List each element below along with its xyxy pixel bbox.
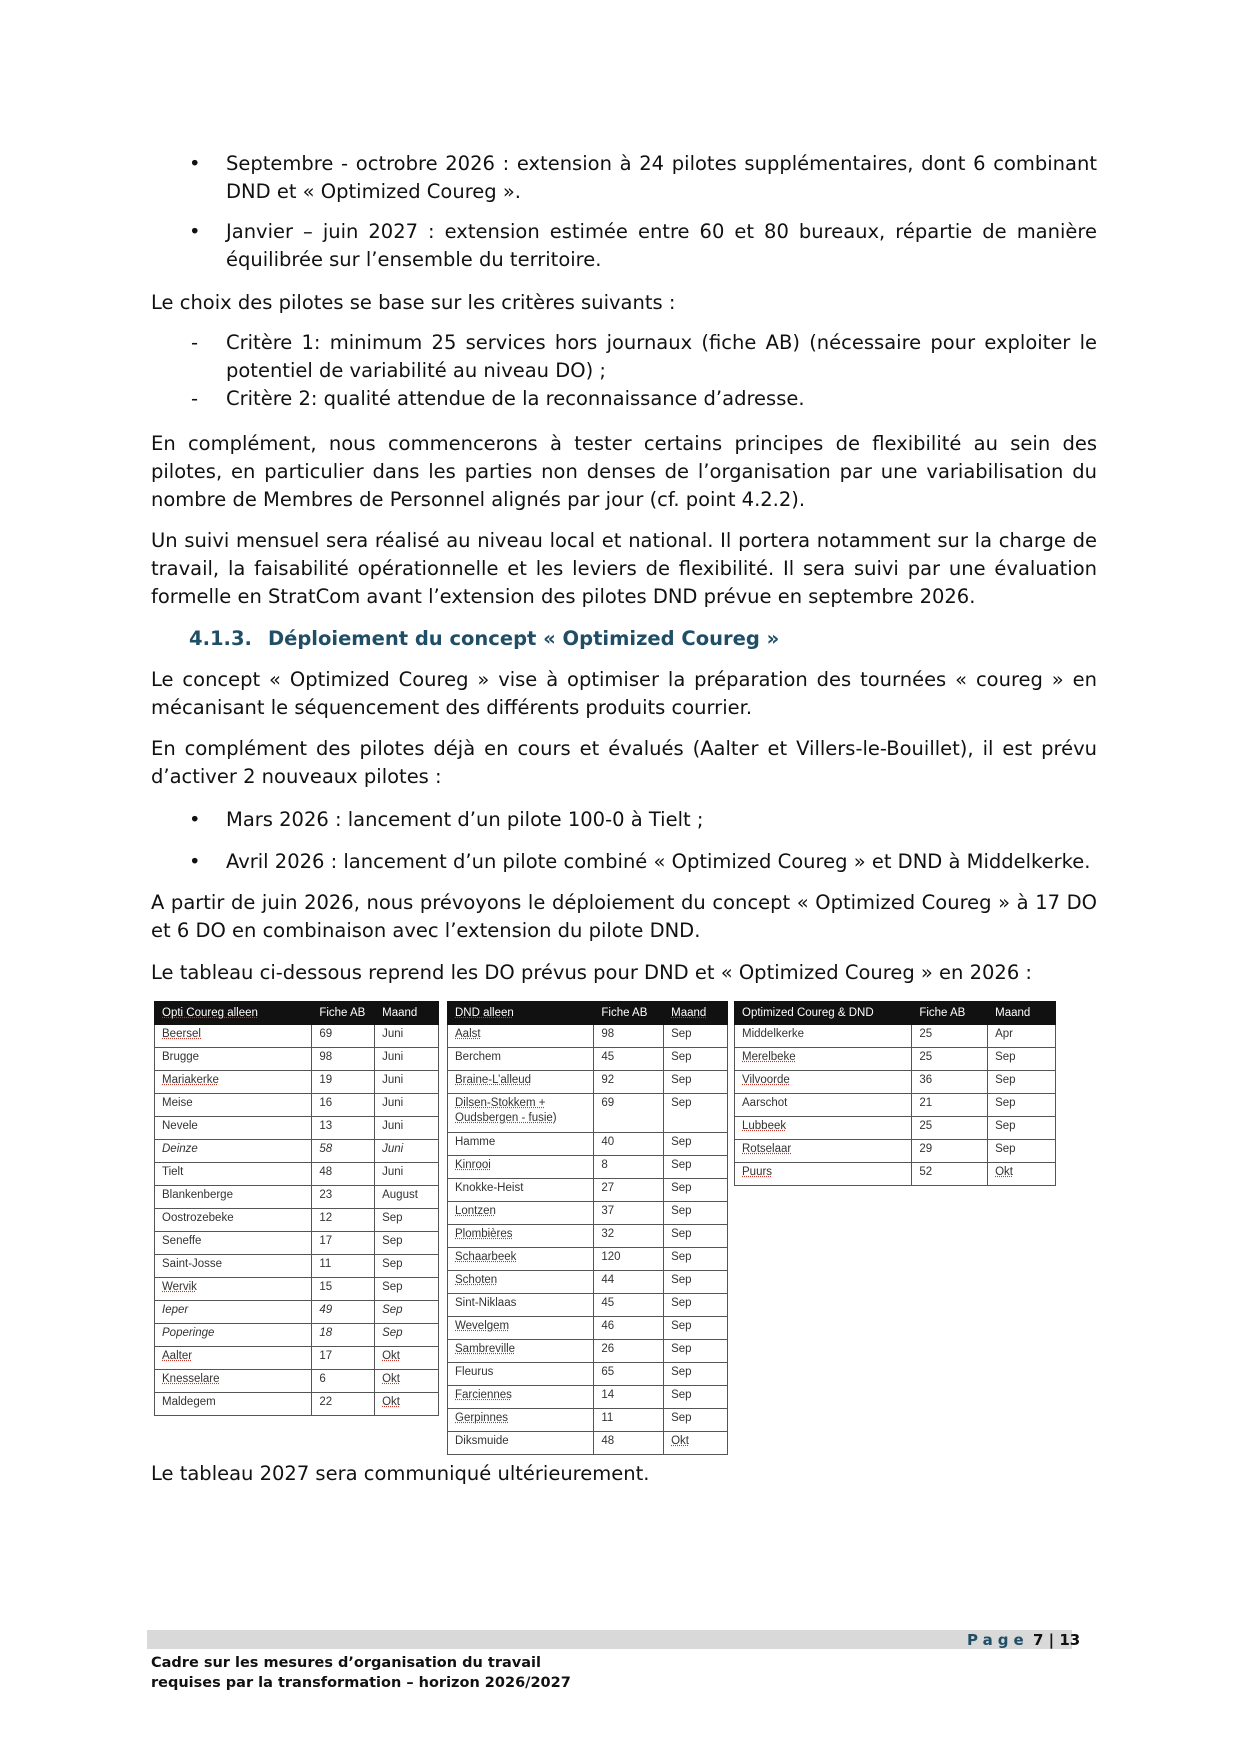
table-row <box>448 1271 728 1294</box>
table-row <box>155 1163 439 1186</box>
table-header-row <box>155 1002 439 1025</box>
table-row <box>448 1409 728 1432</box>
footer-title <box>151 1653 571 1693</box>
table-row <box>735 1025 1056 1048</box>
table-cell: 98 <box>594 1025 664 1048</box>
table-cell: Sep <box>664 1071 728 1094</box>
table-cell: Fleurus <box>448 1363 594 1386</box>
table-row <box>448 1386 728 1409</box>
table-cell: 48 <box>594 1432 664 1455</box>
table-cell: August <box>375 1186 439 1209</box>
dash-icon: - <box>191 331 199 354</box>
table-cell: Puurs <box>735 1163 912 1186</box>
table-opti-coureg-alleen <box>154 1001 439 1416</box>
table-cell: Sep <box>988 1048 1056 1071</box>
table-cell: Saint-Josse <box>155 1255 312 1278</box>
list-item <box>151 150 1097 206</box>
table-cell: Sep <box>664 1409 728 1432</box>
table-row <box>448 1340 728 1363</box>
table-cell: Nevele <box>155 1117 312 1140</box>
table-header-row <box>735 1002 1056 1025</box>
table-row <box>155 1117 439 1140</box>
list-item <box>151 218 1097 274</box>
table-cell: Beersel <box>155 1025 312 1048</box>
bullet-icon: • <box>189 808 201 831</box>
bullet-icon: • <box>189 220 201 243</box>
table-cell: Tielt <box>155 1163 312 1186</box>
table-row <box>448 1133 728 1156</box>
table-cell: Aalter <box>155 1347 312 1370</box>
table-row <box>155 1025 439 1048</box>
table-row <box>448 1225 728 1248</box>
table-cell: Sep <box>375 1255 439 1278</box>
table-cell: Okt <box>988 1163 1056 1186</box>
table-cell: Meise <box>155 1094 312 1117</box>
table-cell: Sep <box>664 1317 728 1340</box>
table-cell: 27 <box>594 1179 664 1202</box>
table-cell: Sep <box>988 1071 1056 1094</box>
table-header-row <box>448 1002 728 1025</box>
table-row <box>155 1393 439 1416</box>
table-cell: Sep <box>375 1232 439 1255</box>
column-header: Fiche AB <box>312 1002 375 1025</box>
table-cell: Farciennes <box>448 1386 594 1409</box>
table-row <box>448 1294 728 1317</box>
table-row <box>448 1071 728 1094</box>
table-cell: Sep <box>664 1179 728 1202</box>
bullet-icon: • <box>189 152 201 175</box>
table-cell: Ieper <box>155 1301 312 1324</box>
table-cell: 8 <box>594 1156 664 1179</box>
table-cell: Vilvoorde <box>735 1071 912 1094</box>
table-cell: Maldegem <box>155 1393 312 1416</box>
section-number: 4.1.3. <box>189 627 252 650</box>
table-cell: 69 <box>594 1094 664 1133</box>
column-header: DND alleen <box>448 1002 594 1025</box>
column-header: Maand <box>988 1002 1056 1025</box>
table-cell: Sep <box>664 1386 728 1409</box>
table-row <box>735 1163 1056 1186</box>
table-cell: Juni <box>375 1094 439 1117</box>
table-cell: 45 <box>594 1048 664 1071</box>
table-dnd-alleen <box>447 1001 728 1455</box>
table-cell: 32 <box>594 1225 664 1248</box>
table-cell: 45 <box>594 1294 664 1317</box>
list-item-text: Septembre - octrobre 2026 : extension à 24 pilotes supplémentaires, dont 6 combinant DND et « Optimized Coureg ». <box>226 152 1097 203</box>
table-cell: 14 <box>594 1386 664 1409</box>
table-cell: Aalst <box>448 1025 594 1048</box>
table-cell: Rotselaar <box>735 1140 912 1163</box>
table-row <box>155 1255 439 1278</box>
table-cell: Blankenberge <box>155 1186 312 1209</box>
table-cell: Kinrooi <box>448 1156 594 1179</box>
table-cell: Sep <box>664 1202 728 1225</box>
table-cell: Sep <box>988 1117 1056 1140</box>
table-cell: 98 <box>312 1048 375 1071</box>
table-row <box>448 1156 728 1179</box>
table-cell: Seneffe <box>155 1232 312 1255</box>
table-cell: 29 <box>912 1140 988 1163</box>
table-cell: Sep <box>375 1209 439 1232</box>
table-cell: Aarschot <box>735 1094 912 1117</box>
table-row <box>155 1301 439 1324</box>
table-cell: 11 <box>312 1255 375 1278</box>
list-item <box>151 848 1097 876</box>
table-row <box>448 1094 728 1133</box>
table-cell: Dilsen-Stokkem + Oudsbergen - fusie) <box>448 1094 594 1133</box>
table-cell: Merelbeke <box>735 1048 912 1071</box>
table-cell: 12 <box>312 1209 375 1232</box>
table-cell: Juni <box>375 1071 439 1094</box>
table-cell: 19 <box>312 1071 375 1094</box>
table-cell: 6 <box>312 1370 375 1393</box>
table-row <box>448 1248 728 1271</box>
table-cell: 26 <box>594 1340 664 1363</box>
table-cell: 69 <box>312 1025 375 1048</box>
table-row <box>155 1186 439 1209</box>
table-cell: Juni <box>375 1140 439 1163</box>
list-item-text: Janvier – juin 2027 : extension estimée entre 60 et 80 bureaux, répartie de manière équilibrée sur l’ensemble du territoire. <box>226 220 1097 271</box>
table-cell: Sep <box>664 1048 728 1071</box>
table-row <box>155 1232 439 1255</box>
table-cell: Knesselare <box>155 1370 312 1393</box>
table-row <box>155 1370 439 1393</box>
table-cell: Oostrozebeke <box>155 1209 312 1232</box>
table-cell: Okt <box>664 1432 728 1455</box>
table-cell: Sep <box>664 1133 728 1156</box>
table-cell: 52 <box>912 1163 988 1186</box>
table-cell: 25 <box>912 1117 988 1140</box>
table-cell: Okt <box>375 1370 439 1393</box>
section-heading <box>189 625 779 653</box>
table-cell: Sep <box>664 1294 728 1317</box>
list-item-text: Critère 1: minimum 25 services hors journaux (fiche AB) (nécessaire pour exploiter le potentiel de variabilité au niveau DO) ; <box>226 331 1097 382</box>
table-cell: 46 <box>594 1317 664 1340</box>
table-cell: 17 <box>312 1347 375 1370</box>
column-header: Opti Coureg alleen <box>155 1002 312 1025</box>
table-row <box>155 1324 439 1347</box>
column-header: Fiche AB <box>594 1002 664 1025</box>
table-cell: Okt <box>375 1347 439 1370</box>
table-cell: Middelkerke <box>735 1025 912 1048</box>
table-row <box>735 1117 1056 1140</box>
table-cell: Plombières <box>448 1225 594 1248</box>
table-row <box>735 1094 1056 1117</box>
page-number: 7 | 13 <box>1033 1631 1081 1649</box>
table-row <box>448 1179 728 1202</box>
table-cell: 25 <box>912 1025 988 1048</box>
list-item-text: Critère 2: qualité attendue de la reconnaissance d’adresse. <box>226 387 805 410</box>
table-cell: Wervik <box>155 1278 312 1301</box>
complement-paragraph: En complément, nous commencerons à tester certains principes de flexibilité au sein des pilotes, en particulier dans les parties non denses de l’organisation par une variabilisation du nombre de Membres de Personnel alignés par jour (cf. point 4.2.2). <box>151 432 1097 511</box>
table-cell: Lontzen <box>448 1202 594 1225</box>
list-item <box>151 385 1097 413</box>
table-cell: 120 <box>594 1248 664 1271</box>
table-cell: Berchem <box>448 1048 594 1071</box>
suivi-paragraph: Un suivi mensuel sera réalisé au niveau local et national. Il portera notamment sur la charge de travail, la faisabilité opérationnelle et les leviers de flexibilité. Il sera suivi par une évaluation formelle en StratCom avant l’extension des pilotes DND prévue en septembre 2026. <box>151 529 1097 608</box>
table-cell: 40 <box>594 1133 664 1156</box>
pilotes-bullet-list <box>151 806 1097 876</box>
dash-icon: - <box>191 387 199 410</box>
column-header: Fiche AB <box>912 1002 988 1025</box>
table-row <box>155 1140 439 1163</box>
footer-bar <box>147 1630 1072 1649</box>
table-row <box>448 1025 728 1048</box>
table-cell: Apr <box>988 1025 1056 1048</box>
extension-bullet-list <box>151 150 1097 274</box>
table-cell: Sep <box>664 1156 728 1179</box>
table-cell: Okt <box>375 1393 439 1416</box>
table-cell: Schoten <box>448 1271 594 1294</box>
table-cell: Sep <box>375 1301 439 1324</box>
table-cell: Sambreville <box>448 1340 594 1363</box>
concept-paragraph: Le concept « Optimized Coureg » vise à optimiser la préparation des tournées « coureg » en mécanisant le séquencement des différents produits courrier. <box>151 668 1097 719</box>
table-row <box>155 1048 439 1071</box>
table-row <box>448 1432 728 1455</box>
criteria-list <box>151 329 1097 413</box>
table-row <box>155 1278 439 1301</box>
table-cell: 36 <box>912 1071 988 1094</box>
table-cell: Sep <box>664 1025 728 1048</box>
table-cell: 65 <box>594 1363 664 1386</box>
list-item <box>151 329 1097 385</box>
tableau-2027-paragraph: Le tableau 2027 sera communiqué ultérieurement. <box>151 1462 650 1485</box>
column-header: Optimized Coureg & DND <box>735 1002 912 1025</box>
table-cell: Diksmuide <box>448 1432 594 1455</box>
footer-title-line: Cadre sur les mesures d’organisation du travail <box>151 1655 541 1671</box>
table-row <box>155 1347 439 1370</box>
page-label: Page <box>967 1631 1029 1649</box>
table-cell: 25 <box>912 1048 988 1071</box>
table-cell: Juni <box>375 1163 439 1186</box>
table-row <box>735 1071 1056 1094</box>
list-item-text: Mars 2026 : lancement d’un pilote 100-0 à Tielt ; <box>226 808 704 831</box>
table-cell: Juni <box>375 1048 439 1071</box>
bullet-icon: • <box>189 850 201 873</box>
table-cell: Sep <box>664 1340 728 1363</box>
table-cell: Schaarbeek <box>448 1248 594 1271</box>
table-cell: 13 <box>312 1117 375 1140</box>
table-cell: Gerpinnes <box>448 1409 594 1432</box>
table-cell: 23 <box>312 1186 375 1209</box>
table-cell: Braine-L’alleud <box>448 1071 594 1094</box>
table-cell: Lubbeek <box>735 1117 912 1140</box>
table-row <box>155 1094 439 1117</box>
table-cell: Sep <box>988 1140 1056 1163</box>
table-cell: 16 <box>312 1094 375 1117</box>
table-cell: Deinze <box>155 1140 312 1163</box>
table-cell: Sep <box>664 1271 728 1294</box>
table-row <box>448 1317 728 1340</box>
table-cell: 15 <box>312 1278 375 1301</box>
table-row <box>448 1048 728 1071</box>
deploiement-paragraph: A partir de juin 2026, nous prévoyons le déploiement du concept « Optimized Coureg » à 17 DO et 6 DO en combinaison avec l’extension du pilote DND. <box>151 891 1097 942</box>
criteria-intro-paragraph: Le choix des pilotes se base sur les critères suivants : <box>151 291 676 314</box>
table-cell: 18 <box>312 1324 375 1347</box>
column-header: Maand <box>664 1002 728 1025</box>
table-optimized-coureg-dnd <box>734 1001 1056 1186</box>
list-item <box>151 806 1097 834</box>
table-cell: Brugge <box>155 1048 312 1071</box>
table-cell: 48 <box>312 1163 375 1186</box>
table-cell: 11 <box>594 1409 664 1432</box>
table-cell: 22 <box>312 1393 375 1416</box>
table-row <box>155 1071 439 1094</box>
table-row <box>448 1363 728 1386</box>
table-cell: Sep <box>664 1225 728 1248</box>
table-cell: Sep <box>375 1324 439 1347</box>
table-cell: Juni <box>375 1117 439 1140</box>
table-cell: Wevelgem <box>448 1317 594 1340</box>
table-row <box>735 1048 1056 1071</box>
table-cell: 49 <box>312 1301 375 1324</box>
column-header: Maand <box>375 1002 439 1025</box>
table-cell: Poperinge <box>155 1324 312 1347</box>
table-cell: Sep <box>664 1094 728 1133</box>
table-cell: Sep <box>664 1248 728 1271</box>
table-row <box>155 1209 439 1232</box>
table-cell: Mariakerke <box>155 1071 312 1094</box>
table-row <box>735 1140 1056 1163</box>
list-item-text: Avril 2026 : lancement d’un pilote combiné « Optimized Coureg » et DND à Middelkerke. <box>226 850 1091 873</box>
table-cell: Juni <box>375 1025 439 1048</box>
table-cell: Sint-Niklaas <box>448 1294 594 1317</box>
table-cell: 92 <box>594 1071 664 1094</box>
table-cell: 21 <box>912 1094 988 1117</box>
table-cell: Sep <box>664 1363 728 1386</box>
table-cell: Hamme <box>448 1133 594 1156</box>
pilotes-paragraph: En complément des pilotes déjà en cours et évalués (Aalter et Villers-le-Bouillet), il est prévu d’activer 2 nouveaux pilotes : <box>151 737 1097 788</box>
table-cell: Knokke-Heist <box>448 1179 594 1202</box>
footer-title-line: requises par la transformation – horizon 2026/2027 <box>151 1675 571 1691</box>
table-cell: 37 <box>594 1202 664 1225</box>
section-title: Déploiement du concept « Optimized Coureg » <box>267 627 780 650</box>
table-row <box>448 1202 728 1225</box>
table-cell: Sep <box>375 1278 439 1301</box>
table-cell: 17 <box>312 1232 375 1255</box>
table-cell: 44 <box>594 1271 664 1294</box>
table-cell: 58 <box>312 1140 375 1163</box>
tableau-intro-paragraph: Le tableau ci-dessous reprend les DO prévus pour DND et « Optimized Coureg » en 2026 : <box>151 961 1032 984</box>
table-cell: Sep <box>988 1094 1056 1117</box>
